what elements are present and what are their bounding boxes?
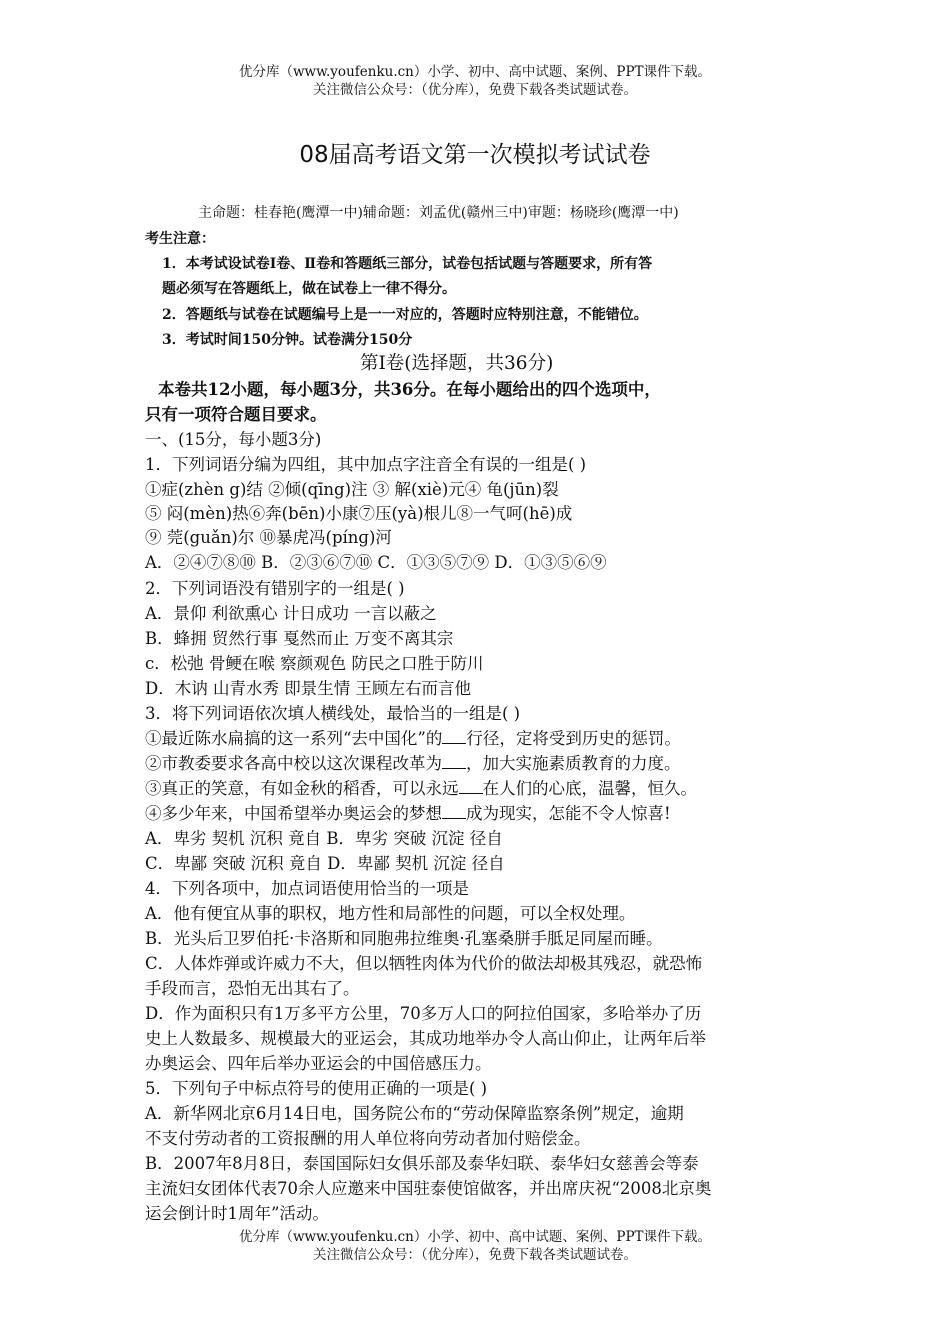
q4-option-d-line-3: 办奥运会、四年后举办亚运会的中国倍感压力。 — [145, 1054, 492, 1073]
q4-option-d-line-1: D．作为面积只有1万多平方公里，70多万人口的阿拉伯国家，多哈举办了历 — [145, 1004, 702, 1023]
q3-sentence-4: ④多少年来，中国希望举办奥运会的梦想 成为现实，怎能不令人惊喜! — [145, 804, 671, 823]
q1-stem: 1．下列词语分编为四组，其中加点字注音全有误的一组是( ) — [145, 455, 587, 474]
q4-option-a: A．他有便宜从事的职权，地方性和局部性的问题，可以全权处理。 — [145, 904, 636, 923]
notice-item-2: 2．答题纸与试卷在试题编号上是一一对应的，答题时应特别注意，不能错位。 — [162, 307, 648, 323]
q5-option-a-line-2: 不支付劳动者的工资报酬的用人单位将向劳动者加付赔偿金。 — [145, 1129, 591, 1148]
q1-row-2: ⑤ 闷(mèn)热⑥奔(bēn)小康⑦压(yà)根儿⑧一气呵(hē)成 — [145, 504, 573, 523]
q4-option-d-line-2: 史上人数最多、规模最大的亚运会，其成功地举办令人高山仰止，让两年后举 — [145, 1029, 706, 1048]
notice-item-3: 3．考试时间150分钟。试卷满分150分 — [162, 332, 413, 348]
q3-options-1: A．卑劣 契机 沉积 竟自 B．卑劣 突破 沉淀 径自 — [145, 829, 503, 848]
notice-heading: 考生注意： — [145, 231, 215, 247]
answer-blank[interactable] — [442, 729, 466, 744]
footer-line-1: 优分库（www.youfenku.cn）小学、初中、高中试题、案例、PPT课件下载。 — [238, 1229, 712, 1245]
q5-option-a-line-1: A．新华网北京6月14日电，国务院公布的“劳动保障监察条例”规定，逾期 — [145, 1104, 684, 1123]
q4-stem: 4．下列各项中，加点词语使用恰当的一项是 — [145, 879, 469, 898]
q1-row-3: ⑨ 莞(guǎn)尔 ⑩暴虎冯(pínɡ)河 — [145, 528, 392, 547]
section-intro-1: 本卷共12小题，每小题3分，共36分。在每小题给出的四个选项中， — [158, 380, 661, 399]
section-title: 第Ⅰ卷(选择题，共36分) — [360, 353, 554, 374]
q2-option-c: c．松弛 骨鲠在喉 察颜观色 防民之口胜于防川 — [145, 654, 484, 673]
q5-option-b-line-2: 主流妇女团体代表70余人应邀来中国驻泰使馆做客，并出席庆祝“2008北京奥 — [145, 1179, 712, 1198]
notice-item-1b: 题必须写在答题纸上，做在试卷上一律不得分。 — [162, 281, 456, 297]
q2-stem: 2．下列词语没有错别字的一组是( ) — [145, 579, 405, 598]
q2-option-a: A．景仰 利欲熏心 计日成功 一言以蔽之 — [145, 604, 437, 623]
q1-options: A．②④⑦⑧⑩ B．②③⑥⑦⑩ C．①③⑤⑦⑨ D．①③⑤⑥⑨ — [145, 553, 607, 572]
q1-row-1: ①症(zhèn g)结 ②倾(qīng)注 ③ 解(xiè)元④ 龟(jūn)裂 — [145, 480, 559, 499]
answer-blank[interactable] — [442, 754, 466, 769]
q3-sentence-3: ③真正的笑意，有如金秋的稻香，可以永远 在人们的心底，温馨，恒久。 — [145, 779, 697, 798]
q3-sentence-2: ②市教委要求各高中校以这次课程改革为 ，加大实施素质教育的力度。 — [145, 754, 681, 773]
q2-option-d: D．木讷 山青水秀 即景生情 王顾左右而言他 — [145, 679, 471, 698]
answer-blank[interactable] — [442, 804, 466, 819]
q3-stem: 3．将下列词语依次填人横线处，最恰当的一组是( ) — [145, 704, 521, 723]
part-heading: 一、(15分，每小题3分) — [145, 430, 322, 449]
section-intro-2: 只有一项符合题目要求。 — [145, 405, 327, 424]
q4-option-c-line-2: 手段而言，恐怕无出其右了。 — [145, 979, 360, 998]
q5-stem: 5．下列句子中标点符号的使用正确的一项是( ) — [145, 1079, 488, 1098]
notice-item-1a: 1．本考试设试卷Ⅰ卷、Ⅱ卷和答题纸三部分，试卷包括试题与答题要求，所有答 — [162, 256, 653, 272]
q2-option-b: B．蜂拥 贸然行事 戛然而止 万变不离其宗 — [145, 629, 454, 648]
header-line-2: 关注微信公众号：（优分库），免费下载各类试题试卷。 — [313, 82, 637, 98]
q3-sentence-1: ①最近陈水扁搞的这一系列“去中国化”的 行径，定将受到历史的惩罚。 — [145, 729, 681, 748]
q5-option-b-line-1: B．2007年8月8日，泰国国际妇女俱乐部及泰华妇联、泰华妇女慈善会等泰 — [145, 1154, 699, 1173]
footer-line-2: 关注微信公众号：（优分库），免费下载各类试题试卷。 — [313, 1247, 637, 1263]
q5-option-b-line-3: 运会倒计时1周年”活动。 — [145, 1204, 329, 1223]
q4-option-b: B．光头后卫罗伯托·卡洛斯和同胞弗拉维奥·孔塞桑胼手胝足同屋而睡。 — [145, 929, 663, 948]
answer-blank[interactable] — [459, 779, 483, 794]
page-title: 08届高考语文第一次模拟考试试卷 — [299, 142, 651, 168]
authors-line: 主命题：桂春艳(鹰潭一中)辅命题：刘孟优(赣州三中)审题：杨晓珍(鹰潭一中) — [198, 205, 679, 221]
q4-option-c-line-1: C．人体炸弹或许威力不大，但以牺牲肉体为代价的做法却极其残忍，就恐怖 — [145, 954, 703, 973]
header-line-1: 优分库（www.youfenku.cn）小学、初中、高中试题、案例、PPT课件下载。 — [238, 64, 712, 80]
q3-options-2: C．卑鄙 突破 沉积 竟自 D．卑鄙 契机 沉淀 径自 — [145, 854, 505, 873]
